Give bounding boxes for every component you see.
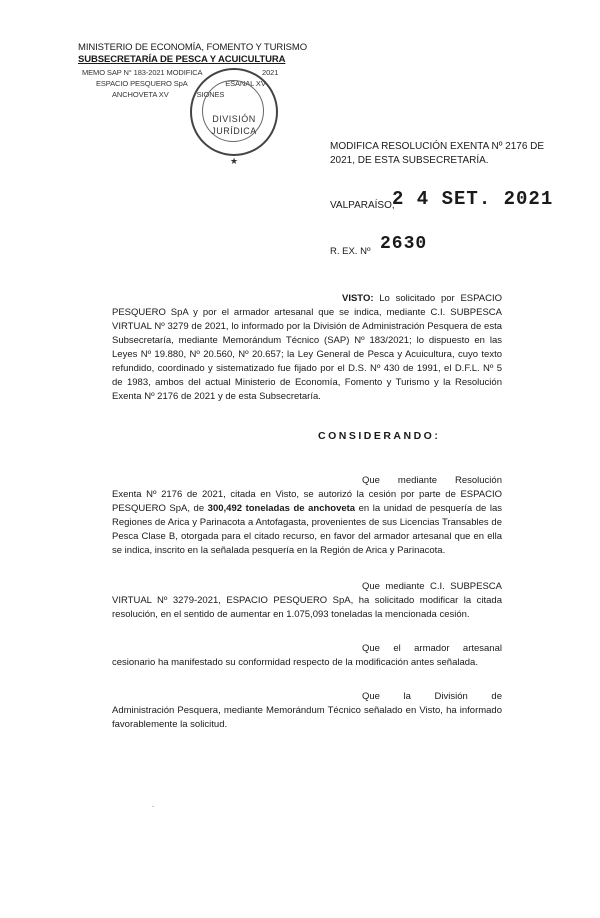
considerando-heading: CONSIDERANDO: xyxy=(318,430,441,442)
rex-number: 2630 xyxy=(380,234,428,254)
date-stamp: 2 4 SET. 2021 xyxy=(392,188,554,210)
considerando-paragraph-3: Que el armador artesanal cesionario ha manifestado su conformidad respecto de la modificación antes señalada. xyxy=(112,643,502,668)
visto-text: Lo solicitado por ESPACIO PESQUERO SpA y por el armador artesanal que se indica, mediante C.I. SUBPESCA VIRTUAL Nº 3279 de 2021, lo informado por la División de Administración Pesquera de esta Subsecretaría, mediante Memorándum Técnico (SAP) Nº 183/2021; lo dispuesto en las Leyes Nº 19.880, Nº 20.560, Nº 20.657; la Ley General de Pesca y Acuicultura, cuyo texto refundido, coordinado y sistematizado fue fijado por el D.S. Nº 430 de 1991, el D.F.L. Nº 5 de 1983, ambos del actual Ministerio de Economía, Fomento y Turismo y la Resolución Exenta Nº 2176 de 2021 y de esta Subsecretaría. xyxy=(112,293,502,402)
ministry-name: MINISTERIO DE ECONOMÍA, FOMENTO Y TURISMO xyxy=(78,42,308,53)
visto-heading: VISTO: xyxy=(342,293,374,304)
stamp-star-icon: ★ xyxy=(230,156,239,166)
archive-reference-end: SIONES xyxy=(196,90,225,99)
company-reference-end: ESANAL XV xyxy=(225,79,266,88)
p1-text-b: en la unidad de pesquería de las Regiones de Arica y Parinacota a Antofagasta, provenientes de sus Licencias Transables de Pesca Clase B, otorgada para el citado recurso, en favor del armador artesanal que en ella se indica, inscrito en la señalada pesquería en la Región de Arica y Parinacota. xyxy=(112,503,502,556)
memo-reference-end: 2021 xyxy=(262,68,279,77)
visto-paragraph xyxy=(112,292,502,404)
stamp-line-2: JURÍDICA xyxy=(211,126,257,136)
company-reference-start: ESPACIO PESQUERO SpA xyxy=(96,79,188,88)
document-title: MODIFICA RESOLUCIÓN EXENTA Nº 2176 DE 2021, DE ESTA SUBSECRETARÍA. xyxy=(330,141,545,166)
subsecretaria-name: SUBSECRETARÍA DE PESCA Y ACUICULTURA xyxy=(78,54,286,65)
rex-label: R. EX. Nº xyxy=(330,246,371,257)
considerando-paragraph-4: Que la División de Administración Pesquera, mediante Memorándum Técnico señalado en Visto, ha informado favorablemente la solicitud. xyxy=(112,691,502,730)
archive-reference-start: ANCHOVETA XV xyxy=(112,90,169,99)
memo-reference-start: MEMO SAP N° 183-2021 MODIFICA xyxy=(82,68,203,77)
date-label: VALPARAÍSO, xyxy=(330,200,395,211)
footer-mark: . xyxy=(152,800,155,809)
considerando-paragraph-1 xyxy=(112,474,502,558)
stamp-line-1: DIVISIÓN xyxy=(212,114,256,124)
p1-bold-tonnage: 300,492 toneladas de anchoveta xyxy=(207,503,356,514)
p1-text-a: Que mediante Resolución Exenta Nº 2176 de 2021, citada en Visto, se autorizó la cesión por parte de ESPACIO PESQUERO SpA, de xyxy=(112,475,502,514)
considerando-paragraph-2: Que mediante C.I. SUBPESCA VIRTUAL Nº 3279-2021, ESPACIO PESQUERO SpA, ha solicitado modificar la citada resolución, en el sentido de aumentar en 1.075,093 toneladas la mencionada cesión. xyxy=(112,581,502,620)
division-juridica-stamp xyxy=(190,68,278,166)
